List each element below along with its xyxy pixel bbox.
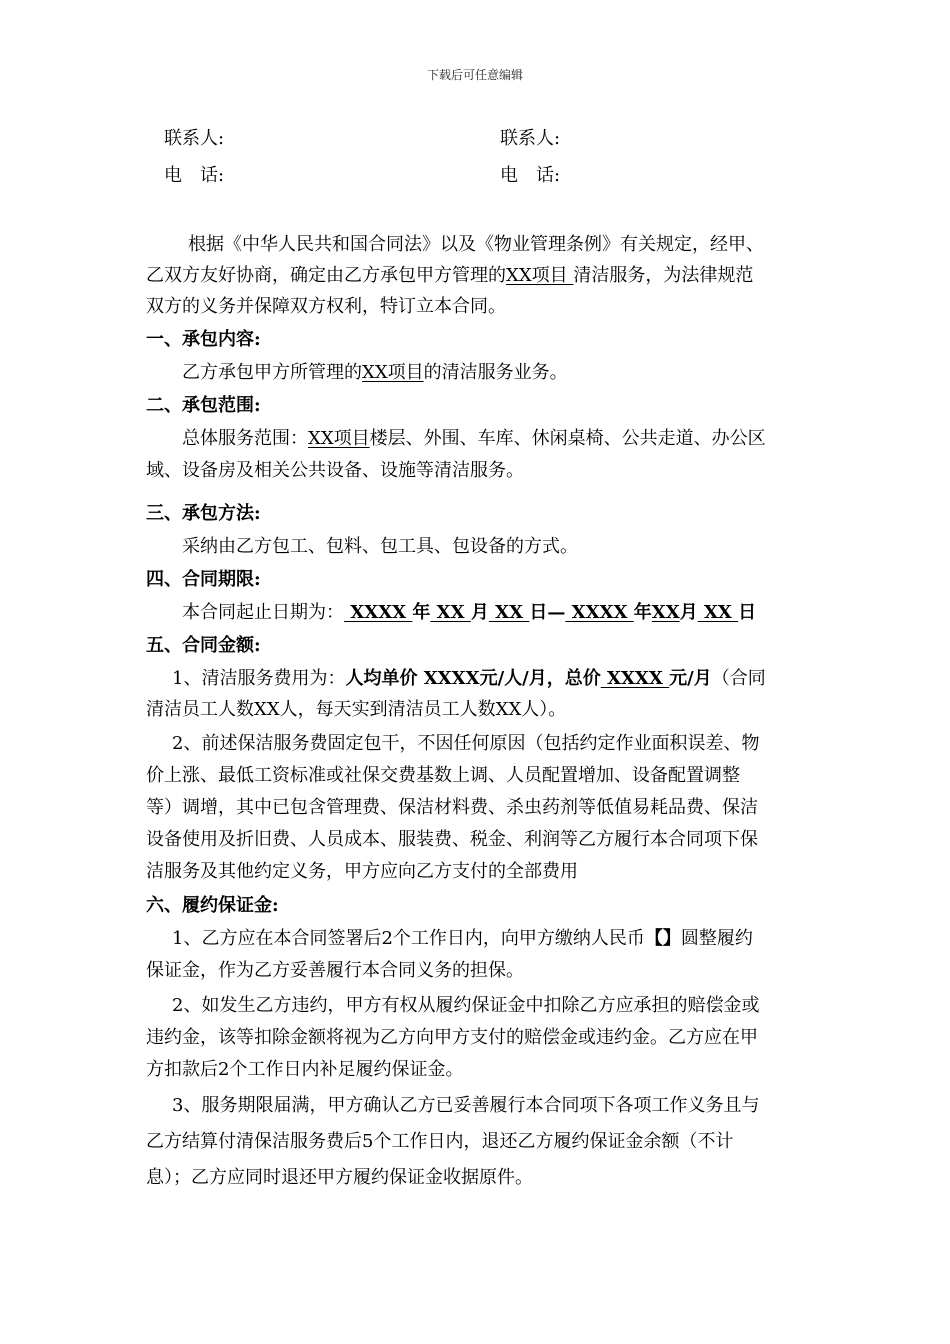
intro-line-3: 双方的义务并保障双方权利，特订立本合同。 [146,296,506,317]
s2-project: XX项目 [308,428,370,449]
s5-p1-a: 1、清洁服务费用为： [172,668,346,689]
section-4-title: 四、合同期限: [146,569,261,590]
s6-p3-line-3: 息）；乙方应同时退还甲方履约保证金收据原件。 [146,1167,533,1188]
s1-b: 的清洁服务业务。 [423,362,568,383]
section-3-line: 采纳由乙方包工、包料、包工具、包设备的方式。 [182,536,578,557]
s5-p1-line-1 [172,666,766,692]
section-2-title: 二、承包范围: [146,395,261,416]
section-5-title: 五、合同金额: [146,635,261,656]
s6-p2-line-1: 2、如发生乙方违约，甲方有权从履约保证金中扣除乙方应承担的赔偿金或 [172,995,760,1016]
month-label: 月 [470,602,489,623]
contact-right-person: 联系人: [500,128,561,149]
s2-b: 楼层、外围、车库、休闲桌椅、公共走道、办公区 [369,428,766,449]
s6-p1-line-2: 保证金，作为乙方妥善履行本合同义务的担保。 [146,960,524,981]
intro-line-2-a: 乙双方友好协商，确定由乙方承包甲方管理的 [146,265,506,286]
amount-bracket: 【】 [644,928,681,949]
s5-p2-line-3: 等）调增，其中已包含管理费、保洁材料费、杀虫药剂等低值易耗品费、保洁 [146,797,758,818]
s6-p1-a: 1、乙方应在本合同签署后2个工作日内，向甲方缴纳人民币 [172,928,645,949]
s6-p3-line-1: 3、服务期限届满，甲方确认乙方已妥善履行本合同项下各项工作义务且与 [172,1095,760,1116]
end-month: XX [651,602,680,623]
s6-p2-line-2: 违约金，该等扣除金额将视为乙方向甲方支付的赔偿金或违约金。乙方应在甲 [146,1027,758,1048]
intro-project-name: XX项目 [506,265,574,286]
s6-p1-line-1 [172,926,753,952]
s2-a: 总体服务范围： [182,428,308,449]
contact-left-person: 联系人: [164,128,225,149]
per-month-label: 元/月 [669,668,712,689]
s5-p1-line-2: 清洁员工人数XX人，每天实到清洁员工人数XX人）。 [146,699,567,720]
year-label-2: 年 [633,602,652,623]
s5-p2-line-4: 设备使用及折旧费、人员成本、服装费、税金、利润等乙方履行本合同项下保 [146,829,758,850]
day-dash-label: 日— [529,602,566,623]
s6-p3-line-2: 乙方结算付清保洁服务费后5个工作日内，退还乙方履约保证金余额（不计 [146,1131,734,1152]
intro-line-2-b: 清洁服务，为法律规范 [573,265,754,286]
end-year: XXXX [565,602,634,623]
page-header: 下载后可任意编辑 [426,68,523,82]
section-2-line-1 [182,426,766,452]
year-label: 年 [412,602,431,623]
contact-left-phone: 电 话: [164,165,225,186]
intro-line-2 [146,263,753,289]
section-1-line [182,360,568,386]
s5-p2-line-2: 价上涨、最低工资标准或社保交费基数上调、人员配置增加、设备配置调整 [146,765,740,786]
s6-p2-line-3: 方扣款后2个工作日内补足履约保证金。 [146,1059,464,1080]
s4-a: 本合同起止日期为： [182,602,344,623]
section-3-title: 三、承包方法: [146,503,261,524]
s5-p2-line-1: 2、前述保洁服务费固定包干，不因任何原因（包括约定作业面积误差、物 [172,733,760,754]
start-month: XX [430,602,471,623]
section-4-date-line [182,600,756,626]
section-1-title: 一、承包内容: [146,329,261,350]
s6-p1-c: 圆整履约 [680,928,753,949]
intro-line-1: 根据《中华人民共和国合同法》以及《物业管理条例》有关规定，经甲、 [188,234,764,255]
day-label-2: 日 [738,602,757,623]
end-day: XX [697,602,739,623]
section-6-title: 六、履约保证金: [146,895,279,916]
section-2-line-2: 域、设备房及相关公共设备、设施等清洁服务。 [146,460,524,481]
s5-p1-d: （合同 [711,668,766,689]
contact-right-phone: 电 话: [500,165,561,186]
month-label-2: 月 [679,602,698,623]
total-price: XXXX [600,668,670,689]
start-day: XX [488,602,530,623]
unit-price: 人均单价 XXXX元/人/月，总价 [345,668,601,689]
s5-p2-line-5: 洁服务及其他约定义务，甲方应向乙方支付的全部费用 [146,861,578,882]
s1-a: 乙方承包甲方所管理的 [182,362,362,383]
start-year: XXXX [344,602,413,623]
s1-project: XX项目 [362,362,424,383]
